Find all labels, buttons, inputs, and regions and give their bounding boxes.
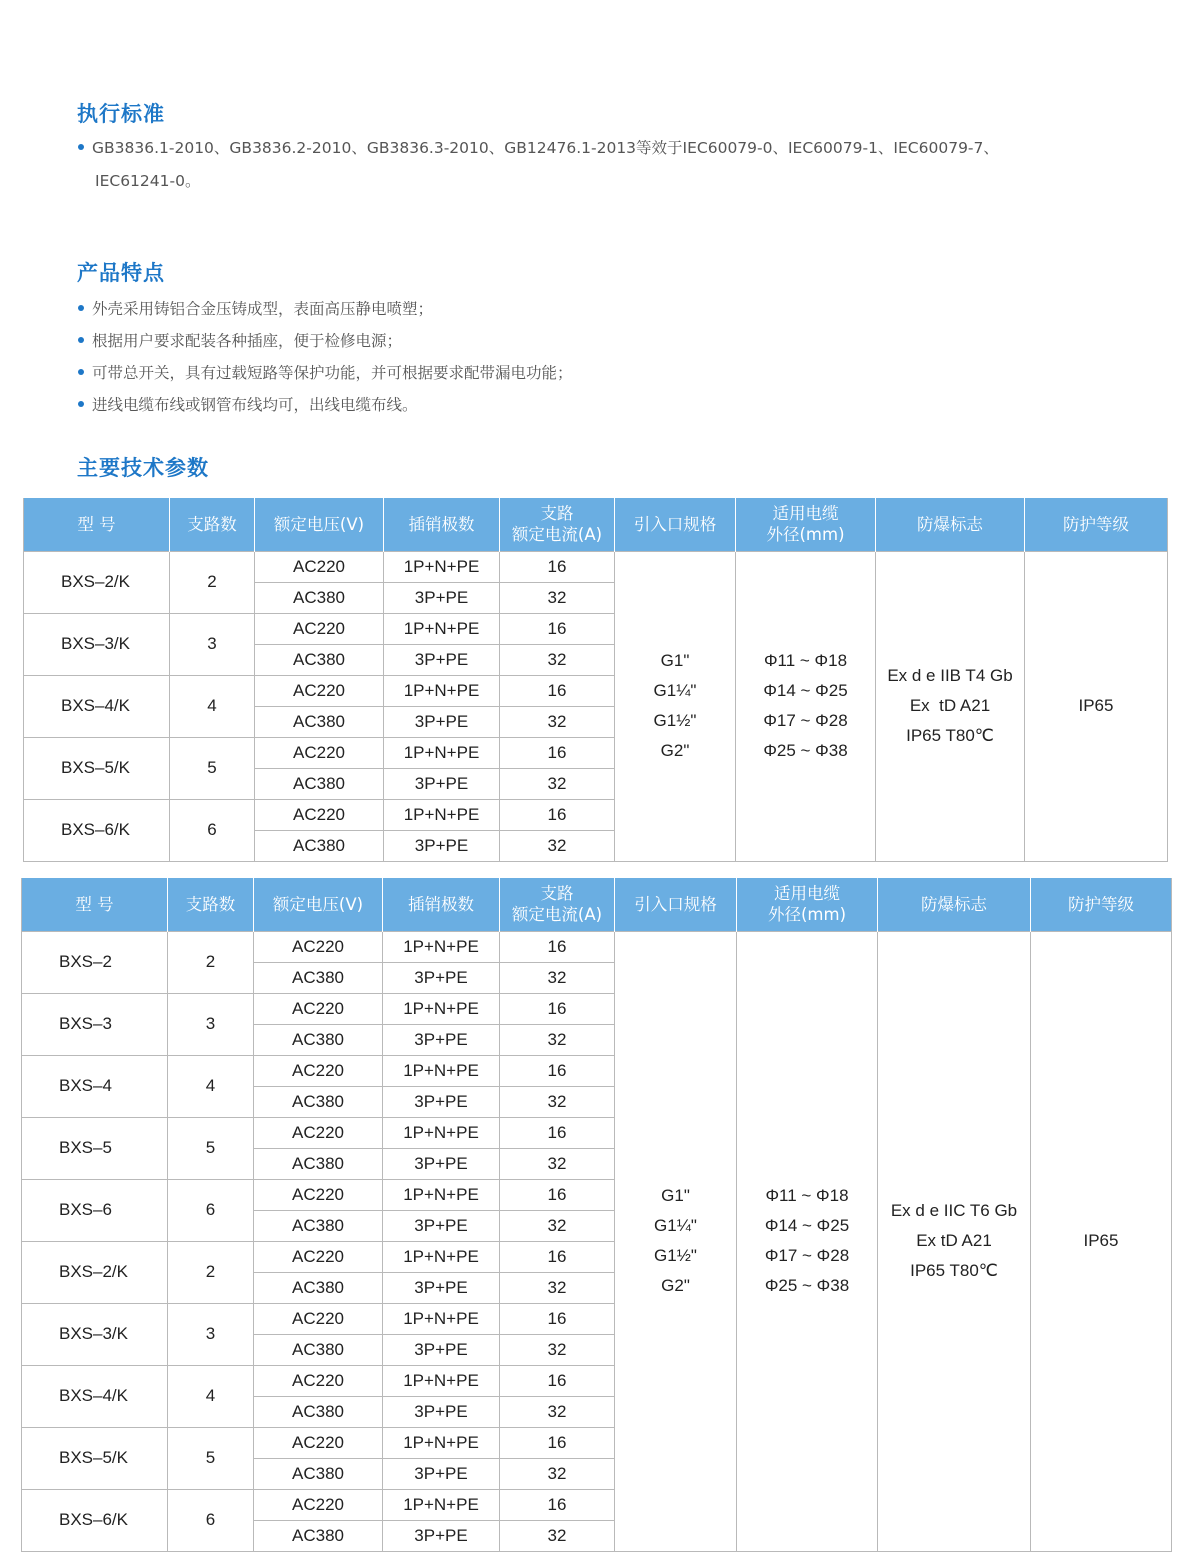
branches-cell: 3 <box>170 613 255 675</box>
current-cell: 16 <box>500 993 615 1024</box>
model-cell: BXS–6/K <box>24 799 170 861</box>
poles-cell: 3P+PE <box>384 830 500 861</box>
voltage-cell: AC380 <box>255 644 384 675</box>
header-ip: 防护等级 <box>1025 498 1168 551</box>
cable-diameter-value: Φ25 ~ Φ38 <box>763 741 848 760</box>
header-cable: 适用电缆 外径(mm) <box>736 498 876 551</box>
model-cell: BXS–4/K <box>22 1365 168 1427</box>
cable-diameter-value: Φ11 ~ Φ18 <box>765 1186 849 1205</box>
poles-cell: 1P+N+PE <box>383 993 500 1024</box>
poles-cell: 1P+N+PE <box>384 799 500 830</box>
voltage-cell: AC380 <box>254 1520 383 1551</box>
voltage-cell: AC380 <box>255 582 384 613</box>
current-cell: 16 <box>500 931 615 962</box>
explosion-mark-value: Ex d e IIB T4 Gb <box>887 666 1013 685</box>
voltage-cell: AC380 <box>254 1334 383 1365</box>
entry-spec-value: G1" <box>660 651 690 670</box>
voltage-cell: AC220 <box>254 1241 383 1272</box>
header-branches: 支路数 <box>168 878 254 931</box>
voltage-cell: AC380 <box>254 1148 383 1179</box>
feature-item <box>78 361 573 383</box>
entry-spec-cell <box>615 551 736 861</box>
entry-spec-value: G1½" <box>653 711 697 730</box>
feature-item <box>78 329 402 351</box>
model-cell: BXS–6 <box>22 1179 168 1241</box>
current-cell: 32 <box>500 1272 615 1303</box>
entry-spec-value: G1" <box>661 1186 690 1205</box>
ip-rating-cell: IP65 <box>1031 931 1172 1551</box>
table-header-row <box>24 498 1168 551</box>
spec-table-1 <box>23 498 1168 862</box>
poles-cell: 3P+PE <box>383 1520 500 1551</box>
poles-cell: 1P+N+PE <box>383 1303 500 1334</box>
branches-cell: 5 <box>168 1117 254 1179</box>
voltage-cell: AC220 <box>255 799 384 830</box>
standards-title: 执行标准 <box>77 102 165 126</box>
poles-cell: 1P+N+PE <box>383 931 500 962</box>
standards-text-2: IEC61241-0。 <box>95 172 201 190</box>
header-branches: 支路数 <box>170 498 255 551</box>
explosion-mark-cell <box>876 551 1025 861</box>
branches-cell: 2 <box>170 551 255 613</box>
feature-item <box>78 393 418 415</box>
explosion-mark-value: Ex tD A21 <box>916 1231 992 1250</box>
current-cell: 16 <box>500 799 615 830</box>
feature-text: 进线电缆布线或钢管布线均可，出线电缆布线。 <box>92 396 418 414</box>
model-cell: BXS–5/K <box>24 737 170 799</box>
poles-cell: 1P+N+PE <box>384 737 500 768</box>
current-cell: 32 <box>500 1396 615 1427</box>
table-row <box>22 931 1172 962</box>
branches-cell: 2 <box>168 931 254 993</box>
current-cell: 32 <box>500 1024 615 1055</box>
explosion-mark-cell <box>878 931 1031 1551</box>
voltage-cell: AC220 <box>254 1427 383 1458</box>
branches-cell: 4 <box>170 675 255 737</box>
poles-cell: 1P+N+PE <box>383 1365 500 1396</box>
feature-item <box>78 297 433 319</box>
voltage-cell: AC220 <box>254 993 383 1024</box>
cable-diameter-value: Φ14 ~ Φ25 <box>764 1216 850 1235</box>
branches-cell: 4 <box>168 1055 254 1117</box>
current-cell: 32 <box>500 830 615 861</box>
voltage-cell: AC380 <box>254 1458 383 1489</box>
header-poles: 插销极数 <box>383 878 500 931</box>
voltage-cell: AC220 <box>254 1117 383 1148</box>
voltage-cell: AC220 <box>254 1055 383 1086</box>
poles-cell: 3P+PE <box>383 1272 500 1303</box>
feature-text: 可带总开关，具有过载短路等保护功能，并可根据要求配带漏电功能； <box>92 364 573 382</box>
bullet-dot-icon <box>78 305 84 311</box>
header-voltage: 额定电压(V) <box>254 878 383 931</box>
header-entry: 引入口规格 <box>615 878 737 931</box>
model-cell: BXS–2 <box>22 931 168 993</box>
voltage-cell: AC380 <box>254 962 383 993</box>
model-cell: BXS–2/K <box>24 551 170 613</box>
branches-cell: 2 <box>168 1241 254 1303</box>
current-cell: 32 <box>500 1458 615 1489</box>
poles-cell: 1P+N+PE <box>383 1489 500 1520</box>
voltage-cell: AC380 <box>255 706 384 737</box>
voltage-cell: AC220 <box>254 1179 383 1210</box>
entry-spec-value: G2" <box>661 1276 690 1295</box>
bullet-dot-icon <box>78 401 84 407</box>
voltage-cell: AC380 <box>254 1396 383 1427</box>
poles-cell: 3P+PE <box>384 768 500 799</box>
cable-diameter-value: Φ14 ~ Φ25 <box>763 681 848 700</box>
current-cell: 16 <box>500 1427 615 1458</box>
explosion-mark-value: Ex tD A21 <box>909 696 991 715</box>
current-cell: 16 <box>500 551 615 582</box>
poles-cell: 1P+N+PE <box>384 675 500 706</box>
branches-cell: 5 <box>170 737 255 799</box>
bullet-dot-icon <box>78 144 84 150</box>
model-cell: BXS–6/K <box>22 1489 168 1551</box>
header-current: 支路 额定电流(A) <box>500 878 615 931</box>
current-cell: 32 <box>500 962 615 993</box>
model-cell: BXS–5 <box>22 1117 168 1179</box>
poles-cell: 3P+PE <box>383 1210 500 1241</box>
feature-text: 根据用户要求配装各种插座，便于检修电源； <box>92 332 403 350</box>
current-cell: 16 <box>500 1241 615 1272</box>
model-cell: BXS–4 <box>22 1055 168 1117</box>
bullet-dot-icon <box>78 337 84 343</box>
current-cell: 16 <box>500 1365 615 1396</box>
branches-cell: 6 <box>168 1179 254 1241</box>
poles-cell: 1P+N+PE <box>383 1117 500 1148</box>
current-cell: 16 <box>500 613 615 644</box>
explosion-mark-value: IP65 T80℃ <box>910 1261 998 1280</box>
current-cell: 32 <box>500 706 615 737</box>
current-cell: 16 <box>500 1489 615 1520</box>
branches-cell: 6 <box>168 1489 254 1551</box>
spec-table-2 <box>21 878 1172 1552</box>
header-poles: 插销极数 <box>384 498 500 551</box>
current-cell: 32 <box>500 1210 615 1241</box>
current-cell: 32 <box>500 1148 615 1179</box>
poles-cell: 1P+N+PE <box>384 613 500 644</box>
entry-spec-value: G1½" <box>654 1246 697 1265</box>
voltage-cell: AC220 <box>254 1489 383 1520</box>
model-cell: BXS–4/K <box>24 675 170 737</box>
header-model: 型 号 <box>22 878 168 931</box>
header-voltage: 额定电压(V) <box>255 498 384 551</box>
current-cell: 16 <box>500 675 615 706</box>
voltage-cell: AC380 <box>254 1086 383 1117</box>
header-model: 型 号 <box>24 498 170 551</box>
features-title: 产品特点 <box>77 261 165 285</box>
table-row <box>24 551 1168 582</box>
model-cell: BXS–3/K <box>24 613 170 675</box>
voltage-cell: AC220 <box>255 613 384 644</box>
voltage-cell: AC220 <box>255 551 384 582</box>
poles-cell: 3P+PE <box>383 1334 500 1365</box>
poles-cell: 3P+PE <box>383 1396 500 1427</box>
poles-cell: 3P+PE <box>383 1086 500 1117</box>
cable-diameter-value: Φ17 ~ Φ28 <box>764 1246 850 1265</box>
poles-cell: 3P+PE <box>383 1024 500 1055</box>
voltage-cell: AC220 <box>254 1365 383 1396</box>
model-cell: BXS–2/K <box>22 1241 168 1303</box>
voltage-cell: AC220 <box>255 737 384 768</box>
poles-cell: 1P+N+PE <box>383 1055 500 1086</box>
poles-cell: 3P+PE <box>383 962 500 993</box>
voltage-cell: AC220 <box>254 1303 383 1334</box>
standards-text-1: GB3836.1-2010、GB3836.2-2010、GB3836.3-2010、GB12476.1-2013等效于IEC60079-0、IEC60079-1、IEC60079-7、 <box>92 139 999 157</box>
current-cell: 16 <box>500 1179 615 1210</box>
entry-spec-cell <box>615 931 737 1551</box>
poles-cell: 3P+PE <box>384 582 500 613</box>
current-cell: 16 <box>500 737 615 768</box>
params-title: 主要技术参数 <box>77 456 209 480</box>
current-cell: 16 <box>500 1055 615 1086</box>
branches-cell: 6 <box>170 799 255 861</box>
voltage-cell: AC380 <box>255 768 384 799</box>
branches-cell: 3 <box>168 1303 254 1365</box>
explosion-mark-value: IP65 T80℃ <box>906 726 994 745</box>
voltage-cell: AC380 <box>254 1272 383 1303</box>
explosion-mark-value: Ex d e IIC T6 Gb <box>890 1201 1018 1220</box>
current-cell: 32 <box>500 1334 615 1365</box>
cable-diameter-cell <box>737 931 878 1551</box>
current-cell: 32 <box>500 768 615 799</box>
current-cell: 16 <box>500 1117 615 1148</box>
poles-cell: 3P+PE <box>384 706 500 737</box>
header-exmark: 防爆标志 <box>878 878 1031 931</box>
voltage-cell: AC220 <box>255 675 384 706</box>
cable-diameter-cell <box>736 551 876 861</box>
header-current: 支路 额定电流(A) <box>500 498 615 551</box>
bullet-dot-icon <box>78 369 84 375</box>
cable-diameter-value: Φ17 ~ Φ28 <box>763 711 848 730</box>
poles-cell: 1P+N+PE <box>383 1179 500 1210</box>
model-cell: BXS–3/K <box>22 1303 168 1365</box>
voltage-cell: AC380 <box>254 1024 383 1055</box>
current-cell: 32 <box>500 644 615 675</box>
current-cell: 32 <box>500 582 615 613</box>
voltage-cell: AC380 <box>254 1210 383 1241</box>
poles-cell: 1P+N+PE <box>384 551 500 582</box>
branches-cell: 4 <box>168 1365 254 1427</box>
entry-spec-value: G1¼" <box>654 1216 697 1235</box>
poles-cell: 3P+PE <box>383 1148 500 1179</box>
header-ip: 防护等级 <box>1031 878 1172 931</box>
entry-spec-value: G2" <box>660 741 690 760</box>
model-cell: BXS–3 <box>22 993 168 1055</box>
model-cell: BXS–5/K <box>22 1427 168 1489</box>
cable-diameter-value: Φ11 ~ Φ18 <box>763 651 848 670</box>
entry-spec-value: G1¼" <box>653 681 697 700</box>
poles-cell: 1P+N+PE <box>383 1427 500 1458</box>
header-entry: 引入口规格 <box>615 498 736 551</box>
branches-cell: 3 <box>168 993 254 1055</box>
table-header-row <box>22 878 1172 931</box>
branches-cell: 5 <box>168 1427 254 1489</box>
voltage-cell: AC380 <box>255 830 384 861</box>
header-cable: 适用电缆 外径(mm) <box>737 878 878 931</box>
current-cell: 32 <box>500 1086 615 1117</box>
header-exmark: 防爆标志 <box>876 498 1025 551</box>
ip-rating-cell: IP65 <box>1025 551 1168 861</box>
poles-cell: 3P+PE <box>384 644 500 675</box>
standards-line <box>78 136 999 158</box>
current-cell: 16 <box>500 1303 615 1334</box>
current-cell: 32 <box>500 1520 615 1551</box>
feature-text: 外壳采用铸铝合金压铸成型，表面高压静电喷塑； <box>92 300 434 318</box>
poles-cell: 3P+PE <box>383 1458 500 1489</box>
cable-diameter-value: Φ25 ~ Φ38 <box>764 1276 850 1295</box>
poles-cell: 1P+N+PE <box>383 1241 500 1272</box>
voltage-cell: AC220 <box>254 931 383 962</box>
